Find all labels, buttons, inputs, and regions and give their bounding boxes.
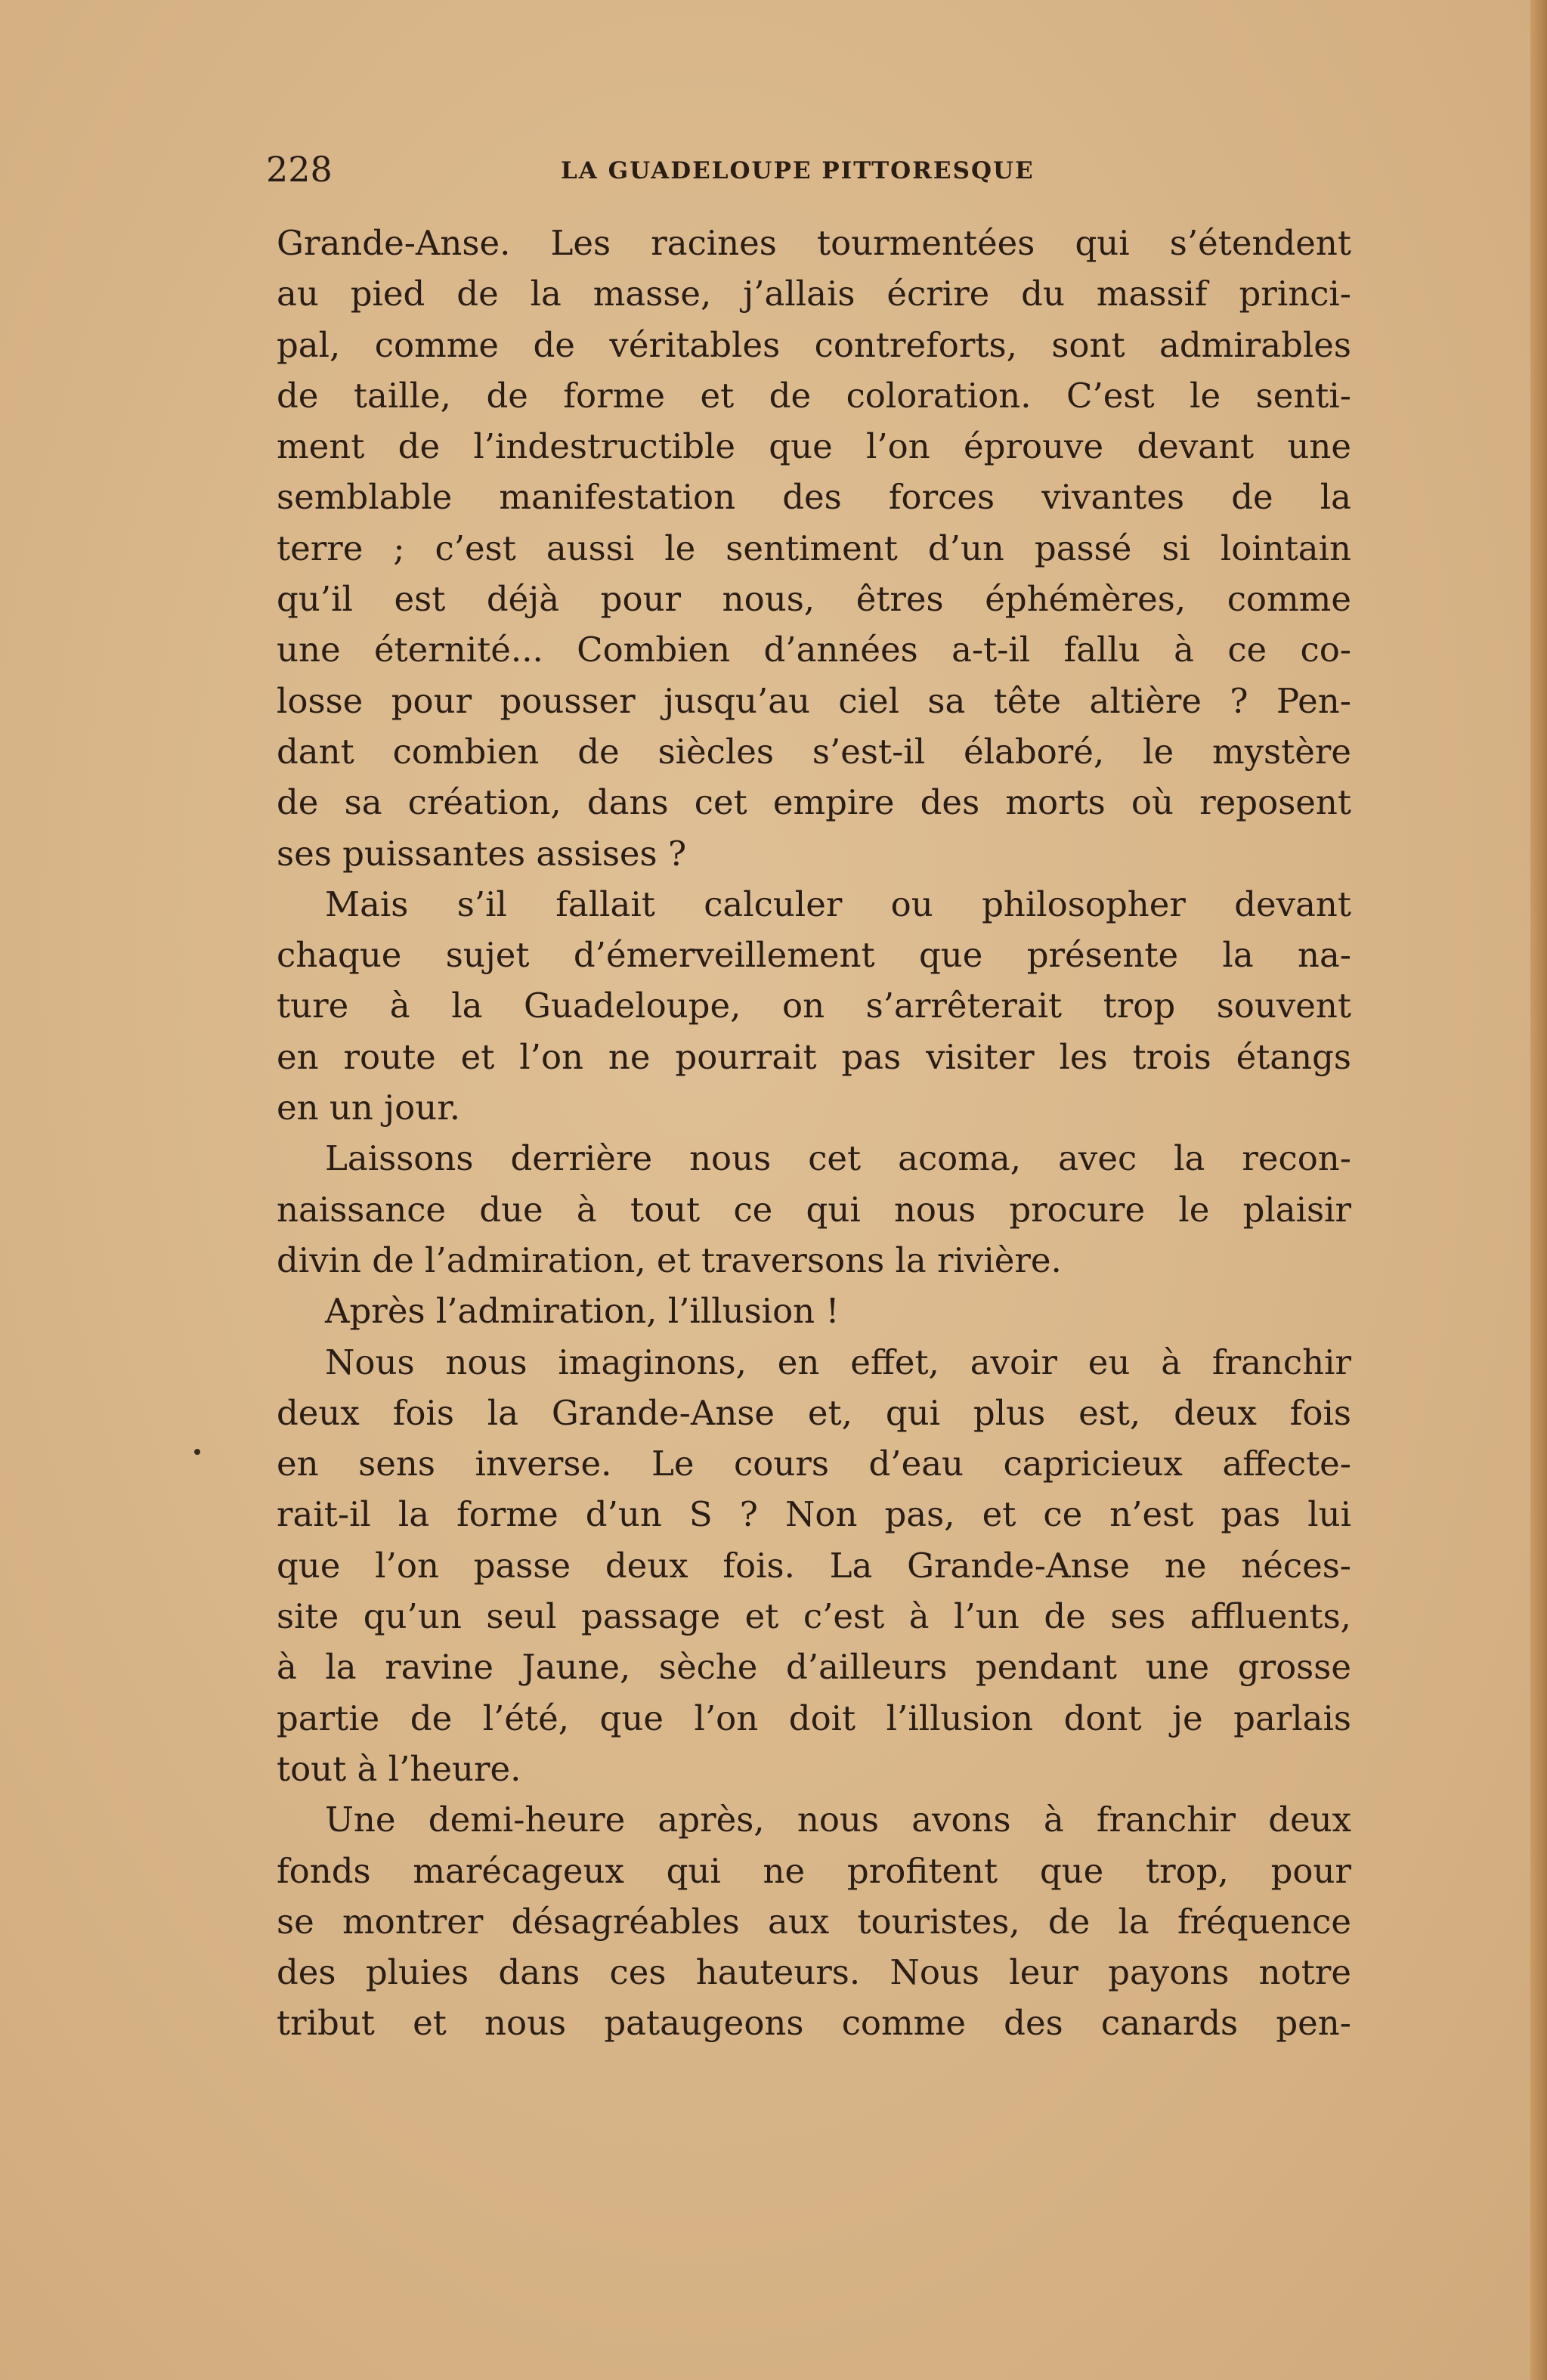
- page-header: [266, 148, 1060, 190]
- text-line: de sa création, dans cet empire des morts où reposent: [277, 782, 1351, 823]
- text-line: tribut et nous pataugeons comme des canards pen-: [277, 2003, 1351, 2044]
- text-line: de taille, de forme et de coloration. C’est le senti-: [277, 375, 1351, 416]
- text-line: des pluies dans ces hauteurs. Nous leur payons notre: [277, 1952, 1351, 1993]
- text-line: chaque sujet d’émerveillement que présente la na-: [277, 935, 1351, 976]
- page-number: 228: [266, 149, 333, 190]
- text-line: ture à la Guadeloupe, on s’arrêterait trop souvent: [277, 986, 1351, 1026]
- text-line: ses puissantes assises ?: [277, 833, 687, 874]
- text-line: site qu’un seul passage et c’est à l’un de ses affluents,: [277, 1596, 1351, 1637]
- page-edge: [1530, 0, 1547, 2380]
- running-title: LA GUADELOUPE PITTORESQUE: [561, 157, 1035, 184]
- text-line: se montrer désagréables aux touristes, de la fréquence: [277, 1901, 1351, 1942]
- text-line: losse pour pousser jusqu’au ciel sa tête altière ? Pen-: [277, 680, 1351, 721]
- text-line: Grande-Anse. Les racines tourmentées qui s’étendent: [277, 223, 1351, 263]
- text-line: Nous nous imaginons, en effet, avoir eu à franchir: [325, 1342, 1351, 1382]
- text-line: que l’on passe deux fois. La Grande-Anse ne néces-: [277, 1545, 1351, 1586]
- text-line: terre ; c’est aussi le sentiment d’un passé si lointain: [277, 528, 1351, 568]
- ink-speck: [194, 1449, 200, 1455]
- text-line: dant combien de siècles s’est-il élaboré, le mystère: [277, 731, 1351, 772]
- text-line: Une demi-heure après, nous avons à franchir deux: [325, 1800, 1351, 1840]
- text-line: Après l’admiration, l’illusion !: [325, 1291, 840, 1332]
- text-line: Laissons derrière nous cet acoma, avec la recon-: [325, 1138, 1351, 1179]
- text-line: pal, comme de véritables contreforts, sont admirables: [277, 324, 1351, 365]
- text-line: tout à l’heure.: [277, 1748, 521, 1789]
- text-line: fonds marécageux qui ne profitent que trop, pour: [277, 1850, 1351, 1891]
- text-line: partie de l’été, que l’on doit l’illusion dont je parlais: [277, 1698, 1351, 1738]
- text-line: au pied de la masse, j’allais écrire du massif princi-: [277, 274, 1351, 314]
- text-line: à la ravine Jaune, sèche d’ailleurs pendant une grosse: [277, 1647, 1351, 1688]
- text-line: qu’il est déjà pour nous, êtres éphémères, comme: [277, 579, 1351, 620]
- text-line: semblable manifestation des forces vivantes de la: [277, 477, 1351, 518]
- text-line: en route et l’on ne pourrait pas visiter les trois étangs: [277, 1036, 1351, 1077]
- text-line: ment de l’indestructible que l’on éprouve devant une: [277, 426, 1351, 467]
- text-line: Mais s’il fallait calculer ou philosopher devant: [325, 884, 1351, 924]
- text-line: une éternité... Combien d’années a-t-il fallu à ce co-: [277, 630, 1351, 670]
- body-text: [277, 218, 1351, 2049]
- text-line: naissance due à tout ce qui nous procure le plaisir: [277, 1189, 1351, 1230]
- text-line: deux fois la Grande-Anse et, qui plus est, deux fois: [277, 1392, 1351, 1433]
- text-line: en sens inverse. Le cours d’eau capricieux affecte-: [277, 1444, 1351, 1484]
- text-line: en un jour.: [277, 1088, 461, 1128]
- text-line: rait-il la forme d’un S ? Non pas, et ce n’est pas lui: [277, 1494, 1351, 1535]
- text-line: divin de l’admiration, et traversons la rivière.: [277, 1240, 1062, 1280]
